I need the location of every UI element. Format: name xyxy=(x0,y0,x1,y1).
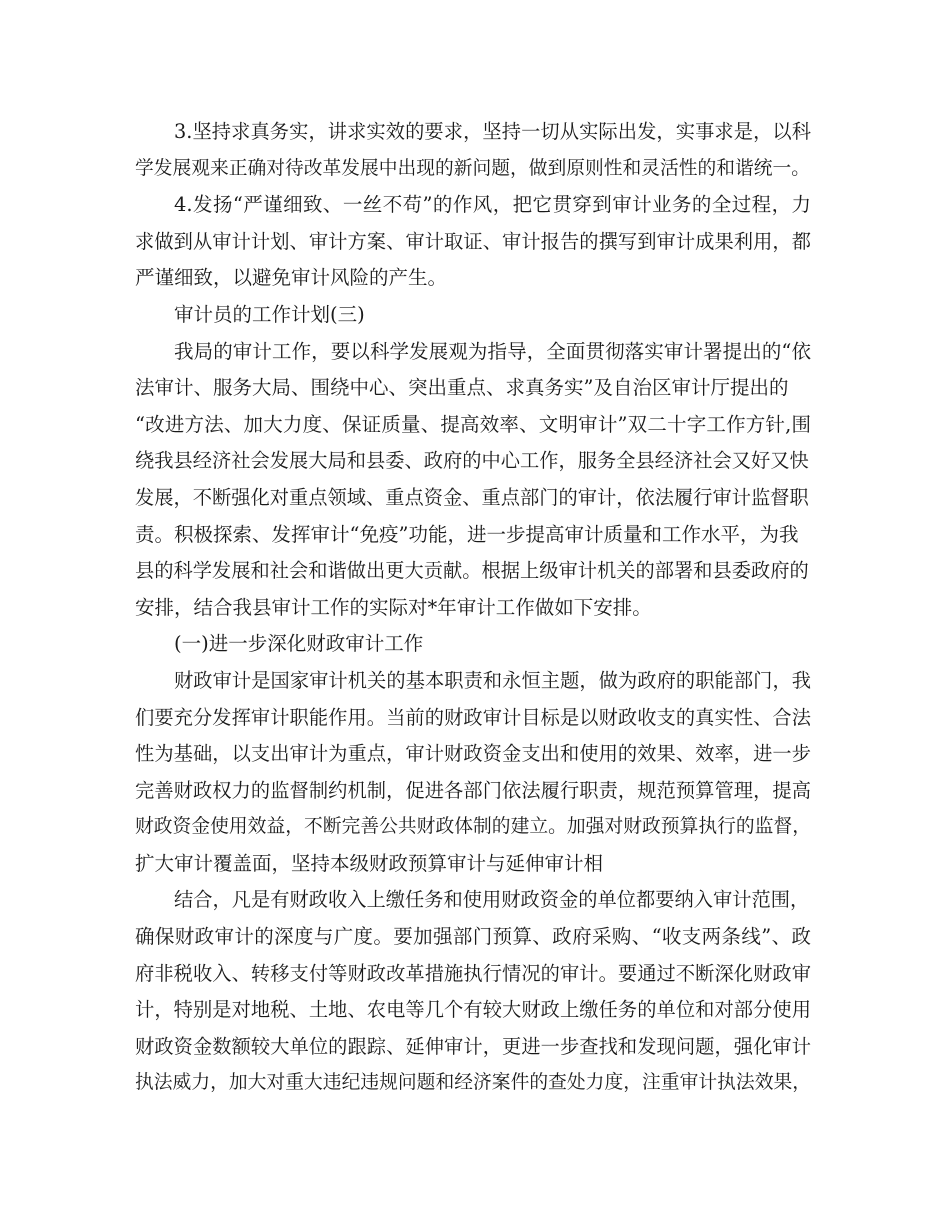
text-line: 结合，凡是有财政收入上缴任务和使用财政资金的单位都要纳入审计范围， xyxy=(174,888,810,912)
text-line: 扩大审计覆盖面，坚持本级财政预算审计与延伸审计相 xyxy=(135,851,604,875)
text-line: 责。积极探索、发挥审计“免疫”功能，进一步提高审计质量和工作水平，为我 xyxy=(135,522,799,546)
text-line: 们要充分发挥审计职能作用。当前的财政审计目标是以财政收支的真实性、合法 xyxy=(135,705,811,729)
text-line: 3.坚持求真务实，讲求实效的要求，坚持一切从实际出发，实事求是，以科 xyxy=(174,120,811,143)
text-line: 法审计、服务大局、围绕中心、突出重点、求真务实”及自治区审计厅提出的 xyxy=(135,376,789,400)
text-line: 发展，不断强化对重点领域、重点资金、重点部门的审计，依法履行审计监督职 xyxy=(135,485,809,509)
text-line: 执法威力，加大对重大违纪违规问题和经济案件的查处力度，注重审计执法效果， xyxy=(135,1072,811,1094)
text-line: 财政审计是国家审计机关的基本职责和永恒主题，做为政府的职能部门，我 xyxy=(174,668,811,692)
text-line: 完善财政权力的监督制约机制，促进各部门依法履行职责，规范预算管理，提高 xyxy=(135,778,811,802)
text-line: 严谨细致，以避免审计风险的产生。 xyxy=(135,266,448,290)
text-line: (一)进一步深化财政审计工作 xyxy=(174,632,424,656)
text-line: 我局的审计工作，要以科学发展观为指导，全面贯彻落实审计署提出的“依 xyxy=(174,339,811,363)
text-line: 4.发扬“严谨细致、一丝不苟”的作风，把它贯穿到审计业务的全过程，力 xyxy=(174,193,811,217)
text-line: 府非税收入、转移支付等财政改革措施执行情况的审计。要通过不断深化财政审 xyxy=(135,961,811,985)
text-line: 求做到从审计计划、审计方案、审计取证、审计报告的撰写到审计成果利用，都 xyxy=(135,229,811,253)
document-body xyxy=(135,114,811,1102)
text-line: 安排，结合我县审计工作的实际对*年审计工作做如下安排。 xyxy=(135,595,652,619)
text-line: 性为基础，以支出审计为重点，审计财政资金支出和使用的效果、效率，进一步 xyxy=(135,742,811,766)
text-line: “改进方法、加大力度、保证质量、提高效率、文明审计”双二十字工作方针,围 xyxy=(135,412,811,436)
text-line: 确保财政审计的深度与广度。要加强部门预算、政府采购、“收支两条线”、政 xyxy=(135,925,811,949)
text-line: 财政资金使用效益，不断完善公共财政体制的建立。加强对财政预算执行的监督， xyxy=(135,816,811,838)
text-line: 审计员的工作计划(三) xyxy=(174,302,365,326)
text-line: 学发展观来正确对待改革发展中出现的新问题，做到原则性和灵活性的和谐统一。 xyxy=(135,157,810,179)
text-line: 绕我县经济社会发展大局和县委、政府的中心工作，服务全县经济社会又好又快 xyxy=(135,449,809,473)
text-line: 县的科学发展和社会和谐做出更大贡献。根据上级审计机关的部署和县委政府的 xyxy=(135,559,809,583)
text-line: 计，特别是对地税、土地、农电等几个有较大财政上缴任务的单位和对部分使用 xyxy=(135,998,811,1022)
text-line: 财政资金数额较大单位的跟踪、延伸审计，更进一步查找和发现问题，强化审计 xyxy=(135,1034,811,1058)
